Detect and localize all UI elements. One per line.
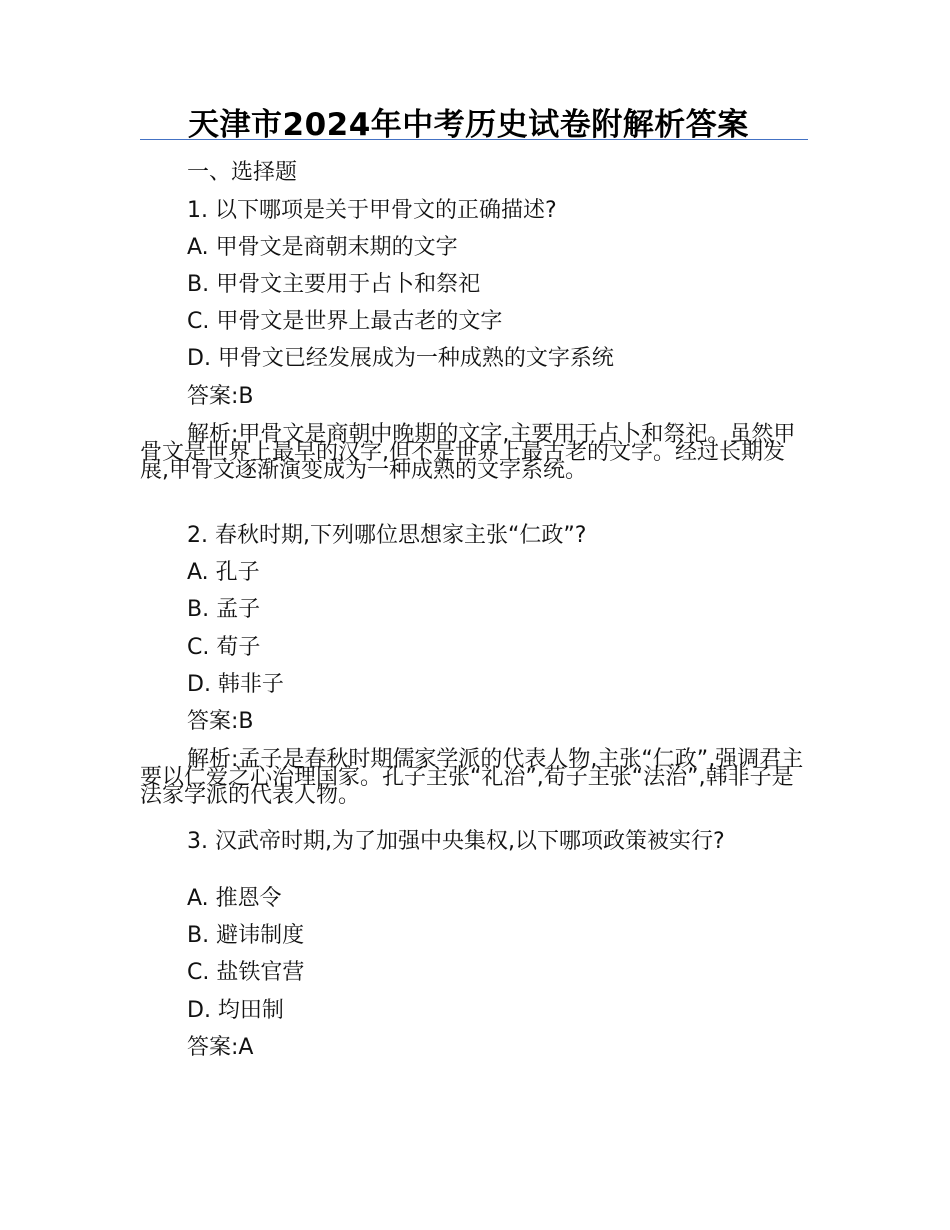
question-2-answer: 答案:B [187,709,254,734]
question-1-analysis: 解析:甲骨文是商朝中晚期的文字,主要用于占卜和祭祀。虽然甲骨文是世界上最早的汉字,但不是世界上最古老的文字。经过长期发展,甲骨文逐渐演变成为一种成熟的文字系统。 [140,422,796,483]
question-2-stem: 2. 春秋时期,下列哪位思想家主张“仁政”? [187,523,587,548]
question-1-option-b: B. 甲骨文主要用于占卜和祭祀 [187,272,481,297]
question-1-stem: 1. 以下哪项是关于甲骨文的正确描述? [187,198,557,223]
question-1-option-d: D. 甲骨文已经发展成为一种成熟的文字系统 [187,346,614,371]
question-3-answer: 答案:A [187,1035,254,1060]
question-3-option-d: D. 均田制 [187,998,284,1023]
question-2-option-c: C. 荀子 [187,635,261,660]
question-2-analysis: 解析:孟子是春秋时期儒家学派的代表人物,主张“仁政”,强调君主要以仁爱之心治理国家。孔子主张“礼治”,荀子主张“法治”,韩非子是法家学派的代表人物。 [140,747,804,808]
question-2-option-d: D. 韩非子 [187,672,284,697]
question-3-option-b: B. 避讳制度 [187,923,305,948]
question-1-answer: 答案:B [187,384,254,409]
question-3-option-c: C. 盐铁官营 [187,960,305,985]
question-1-option-c: C. 甲骨文是世界上最古老的文字 [187,309,503,334]
question-2-option-a: A. 孔子 [187,560,260,585]
question-3-option-a: A. 推恩令 [187,886,282,911]
document-title: 天津市2024年中考历史试卷附解析答案 [188,107,749,143]
title-underline [140,139,808,140]
section-heading: 一、选择题 [187,160,298,185]
question-3-stem: 3. 汉武帝时期,为了加强中央集权,以下哪项政策被实行? [187,829,725,854]
question-1-option-a: A. 甲骨文是商朝末期的文字 [187,235,458,260]
question-2-option-b: B. 孟子 [187,597,261,622]
